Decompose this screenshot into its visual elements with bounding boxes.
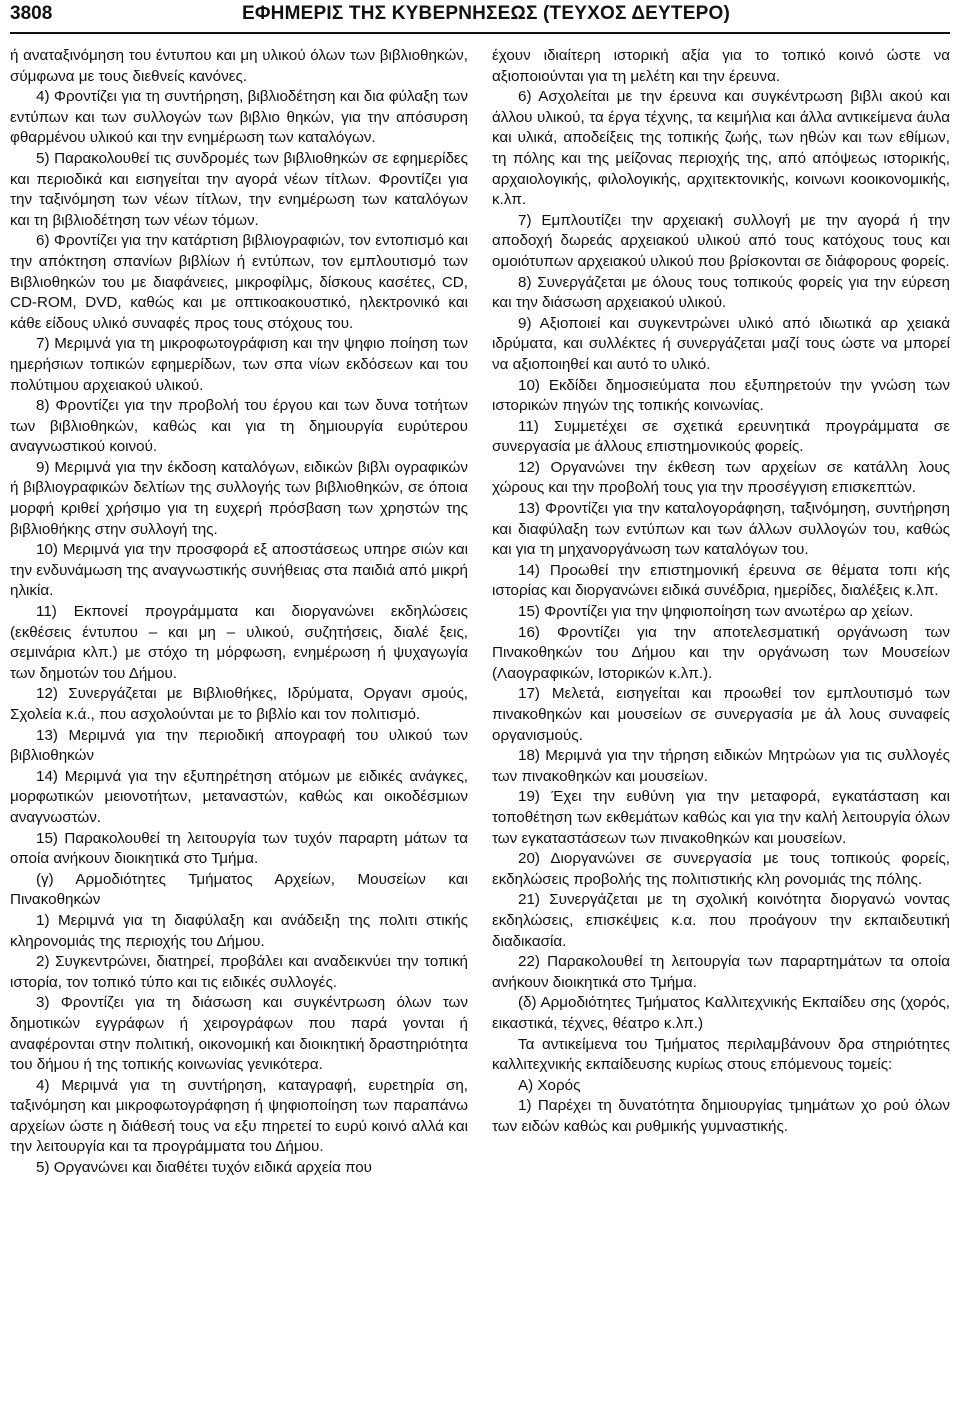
paragraph: 15) Παρακολουθεί τη λειτουργία των τυχόν παραρτη μάτων τα οποία ανήκουν διοικητικά στο Τμήμα. (10, 829, 468, 868)
paragraph: 4) Μεριμνά για τη συντήρηση, καταγραφή, ευρετηρία ση, ταξινόμηση και μικροφωτογράφηση ή ψηφιοποίηση των παραπάνω αρχείων ώστε η διάθεσή τους να εξυ πηρετεί το ευρύ κοινό αλλά και την λειτουργία και τα προγράμματα του Δήμου. (10, 1076, 468, 1156)
paragraph: Τα αντικείμενα του Τμήματος περιλαμβάνουν δρα στηριότητες καλλιτεχνικής εκπαίδευσης κυρίως στους επόμενους τομείς: (492, 1035, 950, 1074)
paragraph: 2) Συγκεντρώνει, διατηρεί, προβάλει και αναδεικνύει την τοπική ιστορία, τον τοπικό τύπο και τις ειδικές συλλογές. (10, 953, 468, 991)
paragraph: 3) Φροντίζει για τη διάσωση και συγκέντρωση όλων των δημοτικών εγγράφων ή χειρογράφων που παρά γονται ή αναφέρονται στην πολιτική, οικονομική και διοικητική δραστηριότητα του δήμου ή της τοπικής κοινωνίας γενικότερα. (10, 994, 468, 1074)
paragraph: 11) Εκπονεί προγράμματα και διοργανώνει εκδηλώσεις (εκθέσεις έντυπου – και μη – υλικού, συζητήσεις, διαλέ ξεις, σεμινάρια κλπ.) με στόχο τη μόρφωση, ενημέρωση ή ψυχαγωγία των δημοτών του Δήμου. (10, 603, 468, 682)
page-number: 3808 (10, 3, 53, 24)
paragraph: 8) Συνεργάζεται με όλους τους τοπικούς φορείς για την εύρεση και την διάσωση αρχειακού υλικού. (492, 273, 950, 312)
paragraph: 15) Φροντίζει για την ψηφιοποίηση των ανωτέρω αρ χείων. (518, 603, 914, 621)
paragraph: 1) Μεριμνά για τη διαφύλαξη και ανάδειξη της πολιτι στικής κληρονομιάς της περιοχής του Δήμου. (10, 911, 468, 950)
right-column (492, 46, 950, 1137)
paragraph: 6) Φροντίζει για την κατάρτιση βιβλιογραφιών, τον εντοπισμό και την απόκτηση σπανίων βιβλίων ή εντύπων, τον εμπλουτισμό των Βιβλιοθηκών του με διαφάνειες, μικροφίλμς, δίσκους κασέτες, CD, CD-ROM, DVD, καθώς και με οπτικοακουστικό, ηλεκτρονικό και κάθε είδους υλικό συναφές προς τους στόχους του. (10, 232, 468, 332)
paragraph: 11) Συμμετέχει σε σχετικά ερευνητικά προγράμματα σε συνεργασία με άλλους επιστημονικούς φορείς. (492, 417, 950, 456)
paragraph: 14) Μεριμνά για την εξυπηρέτηση ατόμων με ειδικές ανάγκες, μορφωτικών μειονοτήτων, μεταναστών, καθώς και οικοδέσμιων αναγνωστών. (10, 767, 468, 826)
paragraph: έχουν ιδιαίτερη ιστορική αξία για το τοπικό κοινό ώστε να αξιοποιούνται για τη μελέτη και την έρευνα. (492, 47, 950, 85)
left-column (10, 46, 468, 1179)
paragraph: 18) Μεριμνά για την τήρηση ειδικών Μητρώων για τις συλλογές των πινακοθηκών και μουσείων. (492, 747, 950, 785)
paragraph: 9) Αξιοποιεί και συγκεντρώνει υλικό από ιδιωτικά αρ χειακά ιδρύματα, και συλλέκτες ή συνεργάζεται μαζί τους ώστε να μπορεί να αξιοποιηθεί και αυτό το υλικό. (492, 314, 950, 373)
paragraph: ή αναταξινόμηση του έντυπου και μη υλικού όλων των βιβλιοθηκών, σύμφωνα με τους διεθνείς κανόνες. (10, 47, 468, 85)
paragraph: 8) Φροντίζει για την προβολή του έργου και των δυνα τοτήτων των βιβλιοθηκών, καθώς και για τη δημιουργία ευρύτερου αναγνωστικού κοινού. (10, 397, 468, 456)
page-header (10, 0, 950, 34)
paragraph: 6) Ασχολείται με την έρευνα και συγκέντρωση βιβλι ακού και άλλου υλικού, τα έργα τέχνης, τα κειμήλια και άλλα αντικείμενα άυλα και υλικά, αποδείξεις της τοπικής ζωής, των ηθών και των εθίμων, τη πόλης και της μείζονας περιοχής της, από απόψεως ιστορικής, αρχαιολογικής, φιλολογικής, αρχιτεκτονικής, κοινωνι κοοικονομικής, κ.λπ. (492, 88, 950, 209)
gazette-title: ΕΦΗΜΕΡΙΣ ΤΗΣ ΚΥΒΕΡΝΗΣΕΩΣ (ΤΕΥΧΟΣ ΔΕΥΤΕΡΟ) (242, 3, 730, 24)
paragraph: 22) Παρακολουθεί τη λειτουργία των παραρτημάτων τα οποία ανήκουν διοικητικά στο Τμήμα. (492, 953, 950, 991)
paragraph: 12) Οργανώνει την έκθεση των αρχείων σε κατάλλη λους χώρους και την προβολή τους για την προσέγγιση επισκεπτών. (492, 458, 950, 497)
paragraph: 21) Συνεργάζεται με τη σχολική κοινότητα διοργανώ νοντας εκδηλώσεις, επισκέψεις κ.α. που προάγουν την εκπαιδευτική διαδικασία. (492, 891, 950, 950)
paragraph: 19) Έχει την ευθύνη για την μεταφορά, εγκατάσταση και τοποθέτηση των εκθεμάτων καθώς και για την καλή λειτουργία όλων των εγκαταστάσεων των πινακοθηκών και μουσείων. (492, 788, 950, 847)
paragraph: 4) Φροντίζει για τη συντήρηση, βιβλιοδέτηση και δια φύλαξη των εντύπων και των συλλογών των βιβλιο θηκών, για την απόσυρση φθαρμένου υλικού και την ενημέρωση των καταλόγων. (10, 88, 468, 147)
paragraph: 7) Εμπλουτίζει την αρχειακή συλλογή με την αγορά ή την αποδοχή δωρεάς αρχειακού υλικού από τους κατόχους τους και ομοιότυπων αρχειακού υλικού που βρίσκονται σε διάφορους φορείς. (492, 211, 950, 270)
paragraph: 5) Παρακολουθεί τις συνδρομές των βιβλιοθηκών σε εφημερίδες και περιοδικά και εισηγείται την αγορά νέων τίτλων. Φροντίζει για την ταξινόμηση των νέων τίτλων, την ενημέρωση των καταλόγων και τη βιβλιοδέτηση των νέων τόμων. (10, 149, 468, 229)
subsection-heading: Α) Χορός (518, 1076, 581, 1094)
paragraph: 7) Μεριμνά για τη μικροφωτογράφιση και την ψηφιο ποίηση των ημερήσιων τοπικών εφημερίδων, των σπα νίων εκδόσεων και του πολύτιμου αρχειακού υλικού. (10, 335, 468, 394)
paragraph: 1) Παρέχει τη δυνατότητα δημιουργίας τμημάτων χο ρού όλων των ειδών καθώς και ρυθμικής γυμναστικής. (492, 1097, 950, 1135)
paragraph: 13) Φροντίζει για την καταλογοράφηση, ταξινόμηση, συντήρηση και διαφύλαξη των εντύπων και των άλλων συλλογών του, καθώς και για τη μηχανοργάνωση των καταλόγων του. (492, 500, 950, 559)
paragraph: 13) Μεριμνά για την περιοδική απογραφή του υλικού των βιβλιοθηκών (10, 726, 468, 765)
section-heading: (γ) Αρμοδιότητες Τμήματος Αρχείων, Μουσείων και Πινακοθηκών (10, 870, 468, 909)
paragraph: 14) Προωθεί την επιστημονική έρευνα σε θέματα τοπι κής ιστορίας και διοργανώνει ειδικά συνέδρια, ημερίδες, διαλέξεις κ.λπ. (492, 561, 950, 600)
paragraph: 12) Συνεργάζεται με Βιβλιοθήκες, Ιδρύματα, Οργανι σμούς, Σχολεία κ.ά., που ασχολούνται με το βιβλίο και τον πολιτισμό. (10, 685, 468, 723)
paragraph: 20) Διοργανώνει σε συνεργασία με τους τοπικούς φορείς, εκδηλώσεις προβολής της πολιτιστικής κλη ρονομιάς της πόλης. (492, 850, 950, 888)
paragraph: 17) Μελετά, εισηγείται και προωθεί τον εμπλουτισμό των πινακοθηκών και μουσείων σε συνεργασία με άλ λους συναφείς οργανισμούς. (492, 685, 950, 744)
paragraph: 16) Φροντίζει για την αποτελεσματική οργάνωση των Πινακοθηκών του Δήμου και την οργάνωση των Μουσείων (Λαογραφικών, Ιστορικών κ.λπ.). (492, 623, 950, 682)
paragraph: 10) Μεριμνά για την προσφορά εξ αποστάσεως υπηρε σιών και την ενδυνάμωση της αναγνωστικής συνήθειας στα παιδιά από μικρή ηλικία. (10, 541, 468, 600)
paragraph: 10) Εκδίδει δημοσιεύματα που εξυπηρετούν την γνώση των ιστορικών πηγών της τοπικής κοινωνίας. (492, 376, 950, 415)
paragraph: 5) Οργανώνει και διαθέτει τυχόν ειδικά αρχεία που (36, 1159, 372, 1177)
paragraph: 9) Μεριμνά για την έκδοση καταλόγων, ειδικών βιβλι ογραφικών ή βιβλιογραφικών δελτίων της συλλογής των βιβλιοθηκών, σε όποια μορφή κριθεί χρήσιμο για τη ευχερή πρόσβαση των χρηστών της βιβλιοθήκης στην συλλογή της. (10, 458, 468, 538)
section-heading: (δ) Αρμοδιότητες Τμήματος Καλλιτεχνικής Εκπαίδευ σης (χορός, εικαστικά, τέχνες, θέατρο κ.λπ.) (492, 994, 950, 1032)
